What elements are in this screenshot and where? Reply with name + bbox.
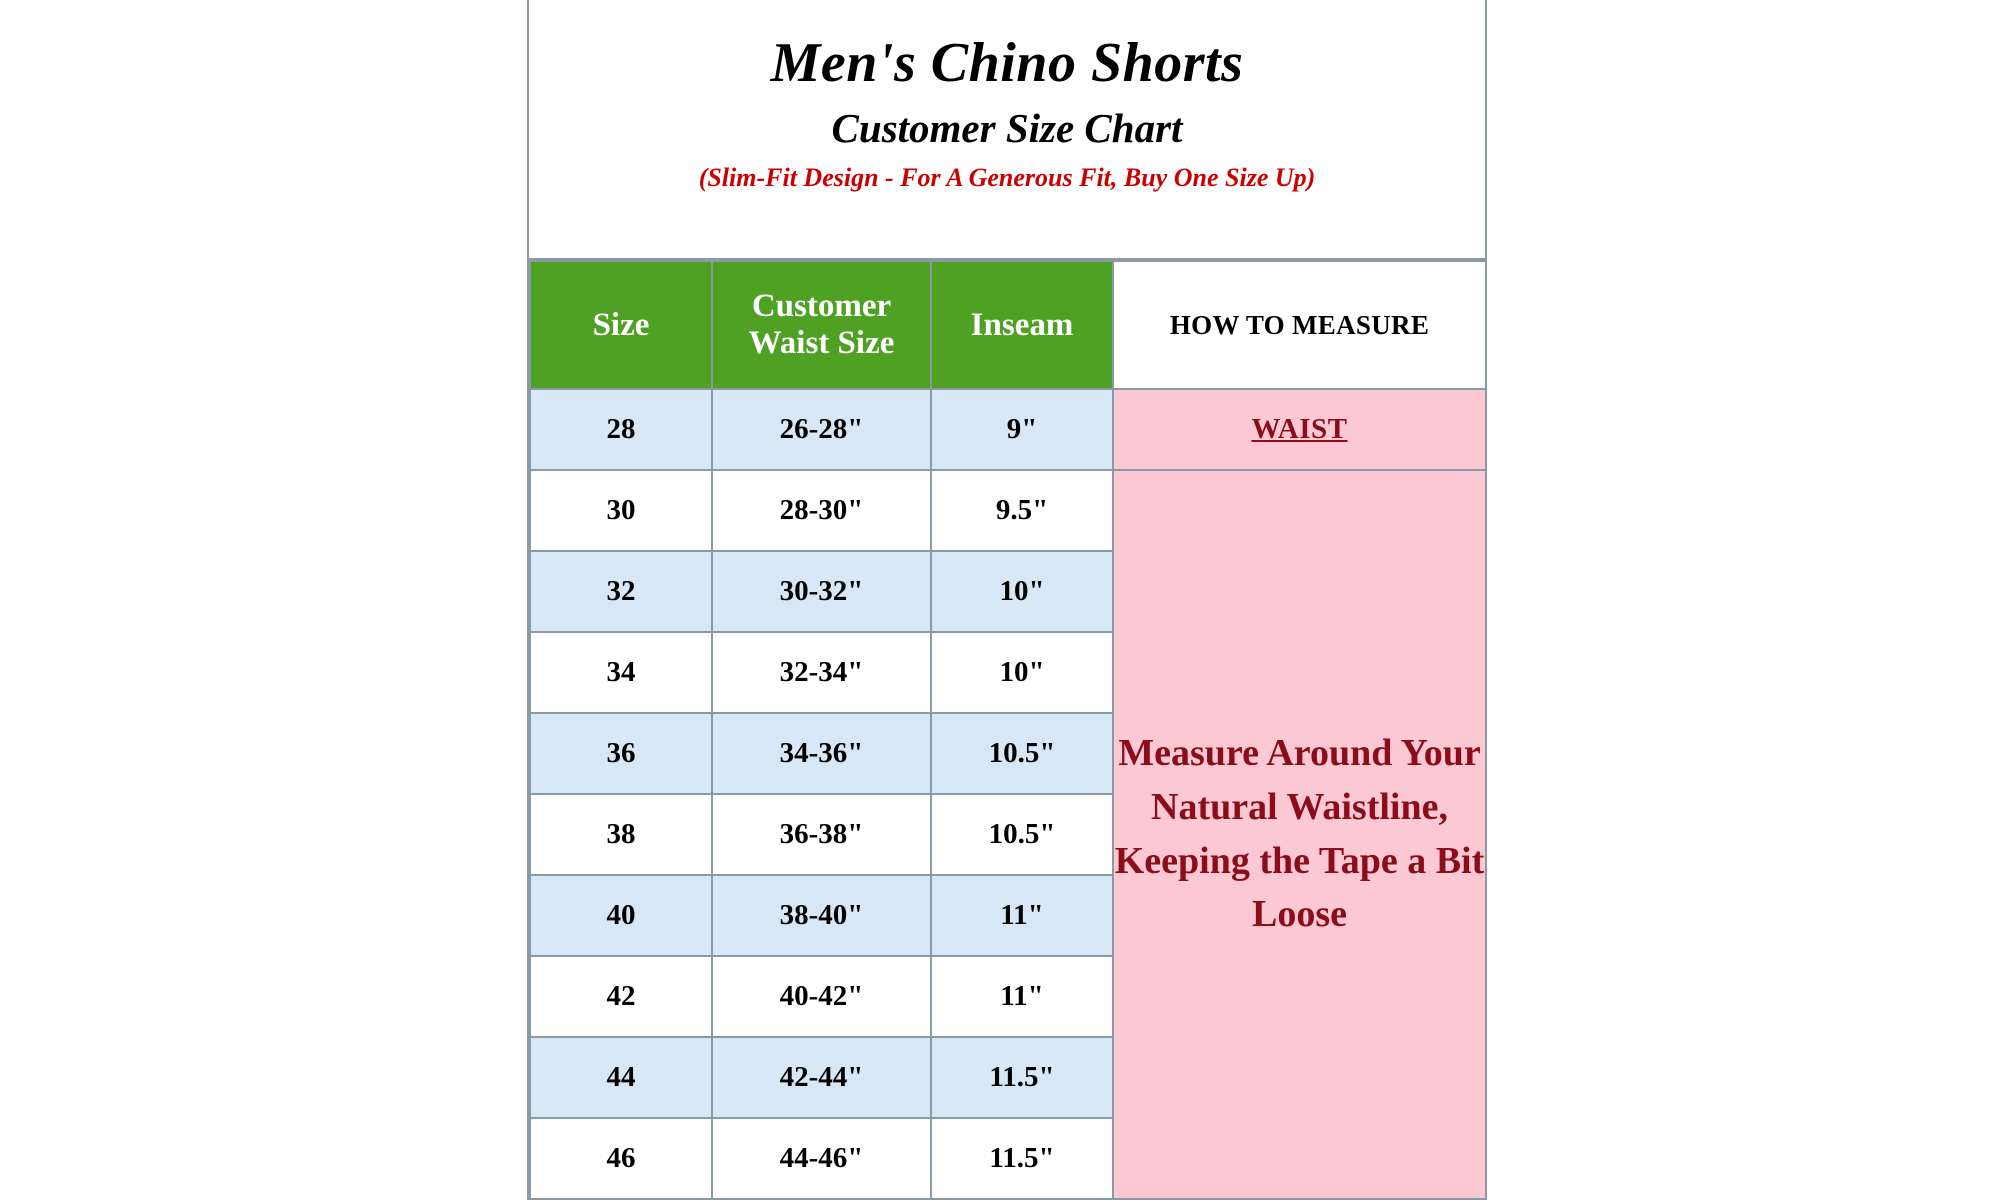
cell-inseam: 11" bbox=[931, 956, 1113, 1037]
cell-size: 40 bbox=[530, 875, 712, 956]
chart-header bbox=[529, 0, 1485, 260]
size-table bbox=[529, 260, 1487, 1200]
cell-waist: 36-38" bbox=[712, 794, 931, 875]
cell-size: 46 bbox=[530, 1118, 712, 1199]
cell-size: 36 bbox=[530, 713, 712, 794]
cell-inseam: 11.5" bbox=[931, 1118, 1113, 1199]
cell-inseam: 10.5" bbox=[931, 794, 1113, 875]
measure-label: WAIST bbox=[1251, 413, 1348, 445]
measure-instructions-cell bbox=[1113, 470, 1486, 1199]
cell-inseam: 9" bbox=[931, 389, 1113, 470]
cell-size: 42 bbox=[530, 956, 712, 1037]
cell-size: 32 bbox=[530, 551, 712, 632]
cell-inseam: 11.5" bbox=[931, 1037, 1113, 1118]
measure-label-cell bbox=[1113, 389, 1486, 470]
cell-waist: 38-40" bbox=[712, 875, 931, 956]
cell-waist: 28-30" bbox=[712, 470, 931, 551]
cell-waist: 26-28" bbox=[712, 389, 931, 470]
cell-waist: 40-42" bbox=[712, 956, 931, 1037]
column-header-waist-line1: Customer bbox=[751, 288, 892, 325]
cell-size: 44 bbox=[530, 1037, 712, 1118]
table-row bbox=[530, 470, 1486, 551]
table-header-row bbox=[530, 261, 1486, 389]
page-title: Men's Chino Shorts bbox=[770, 32, 1244, 94]
size-chart-card bbox=[527, 0, 1487, 1200]
cell-waist: 42-44" bbox=[712, 1037, 931, 1118]
column-header-size: Size bbox=[530, 261, 712, 389]
column-header-waist bbox=[712, 261, 931, 389]
page-subtitle: Customer Size Chart bbox=[831, 104, 1183, 151]
cell-inseam: 10" bbox=[931, 632, 1113, 713]
cell-inseam: 9.5" bbox=[931, 470, 1113, 551]
cell-inseam: 10.5" bbox=[931, 713, 1113, 794]
cell-size: 38 bbox=[530, 794, 712, 875]
cell-waist: 34-36" bbox=[712, 713, 931, 794]
fit-note: (Slim-Fit Design - For A Generous Fit, Buy One Size Up) bbox=[698, 162, 1316, 192]
column-header-waist-line2: Waist Size bbox=[748, 325, 895, 361]
cell-waist: 30-32" bbox=[712, 551, 931, 632]
table-row bbox=[530, 389, 1486, 470]
cell-inseam: 11" bbox=[931, 875, 1113, 956]
cell-size: 30 bbox=[530, 470, 712, 551]
cell-waist: 44-46" bbox=[712, 1118, 931, 1199]
measure-instructions: Measure Around Your Natural Waistline, Keeping the Tape a Bit Loose bbox=[1114, 731, 1485, 936]
cell-waist: 32-34" bbox=[712, 632, 931, 713]
cell-size: 28 bbox=[530, 389, 712, 470]
cell-inseam: 10" bbox=[931, 551, 1113, 632]
cell-size: 34 bbox=[530, 632, 712, 713]
column-header-inseam: Inseam bbox=[931, 261, 1113, 389]
column-header-how-to-measure: HOW TO MEASURE bbox=[1113, 261, 1486, 389]
